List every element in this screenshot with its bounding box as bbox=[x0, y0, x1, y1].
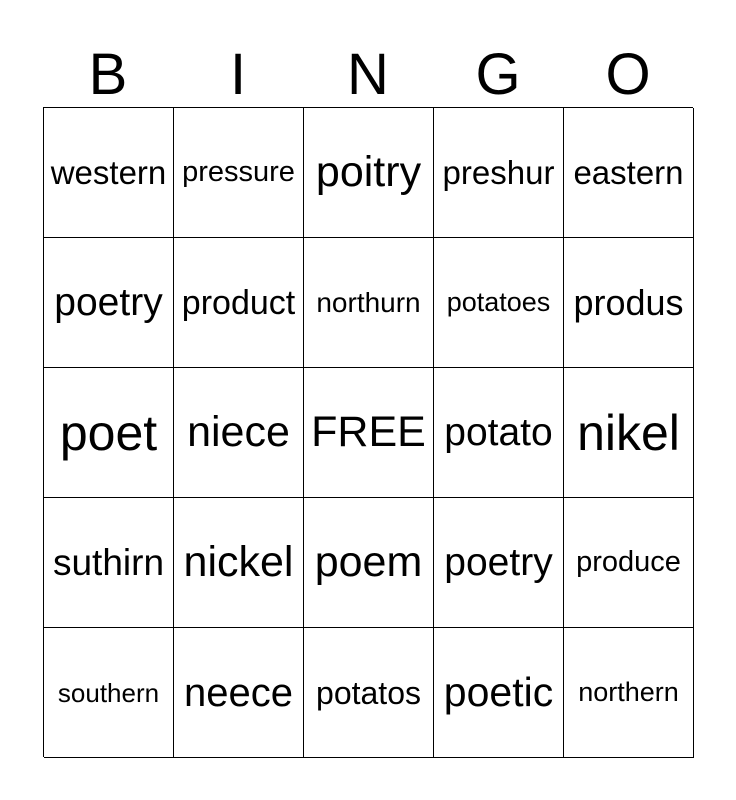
header-letter-i: I bbox=[229, 42, 247, 107]
bingo-cell[interactable]: poetry bbox=[44, 238, 174, 368]
bingo-cell[interactable]: nikel bbox=[564, 368, 694, 498]
bingo-cell[interactable]: potatoes bbox=[434, 238, 564, 368]
header-letter-o: O bbox=[605, 42, 651, 107]
bingo-cell[interactable]: neece bbox=[174, 628, 304, 758]
bingo-cell[interactable]: pressure bbox=[174, 108, 304, 238]
bingo-board bbox=[43, 107, 693, 757]
bingo-cell[interactable]: produs bbox=[564, 238, 694, 368]
bingo-cell[interactable]: suthirn bbox=[44, 498, 174, 628]
bingo-cell[interactable]: southern bbox=[44, 628, 174, 758]
header-letter-b: B bbox=[88, 42, 128, 107]
bingo-cell[interactable]: nickel bbox=[174, 498, 304, 628]
bingo-cell[interactable]: poitry bbox=[304, 108, 434, 238]
bingo-cell[interactable]: eastern bbox=[564, 108, 694, 238]
bingo-cell[interactable]: poem bbox=[304, 498, 434, 628]
bingo-cell[interactable]: poetic bbox=[434, 628, 564, 758]
bingo-cell[interactable]: northurn bbox=[304, 238, 434, 368]
bingo-cell[interactable]: preshur bbox=[434, 108, 564, 238]
bingo-cell[interactable]: product bbox=[174, 238, 304, 368]
bingo-cell[interactable]: northern bbox=[564, 628, 694, 758]
bingo-cell[interactable]: poetry bbox=[434, 498, 564, 628]
bingo-cell[interactable]: niece bbox=[174, 368, 304, 498]
bingo-cell[interactable]: poet bbox=[44, 368, 174, 498]
header-letter-n: N bbox=[347, 42, 389, 107]
header-letter-g: G bbox=[475, 42, 521, 107]
bingo-free-cell[interactable]: FREE bbox=[304, 368, 434, 498]
bingo-cell[interactable]: potatos bbox=[304, 628, 434, 758]
bingo-cell[interactable]: produce bbox=[564, 498, 694, 628]
bingo-cell[interactable]: western bbox=[44, 108, 174, 238]
bingo-header bbox=[43, 42, 693, 108]
bingo-cell[interactable]: potato bbox=[434, 368, 564, 498]
